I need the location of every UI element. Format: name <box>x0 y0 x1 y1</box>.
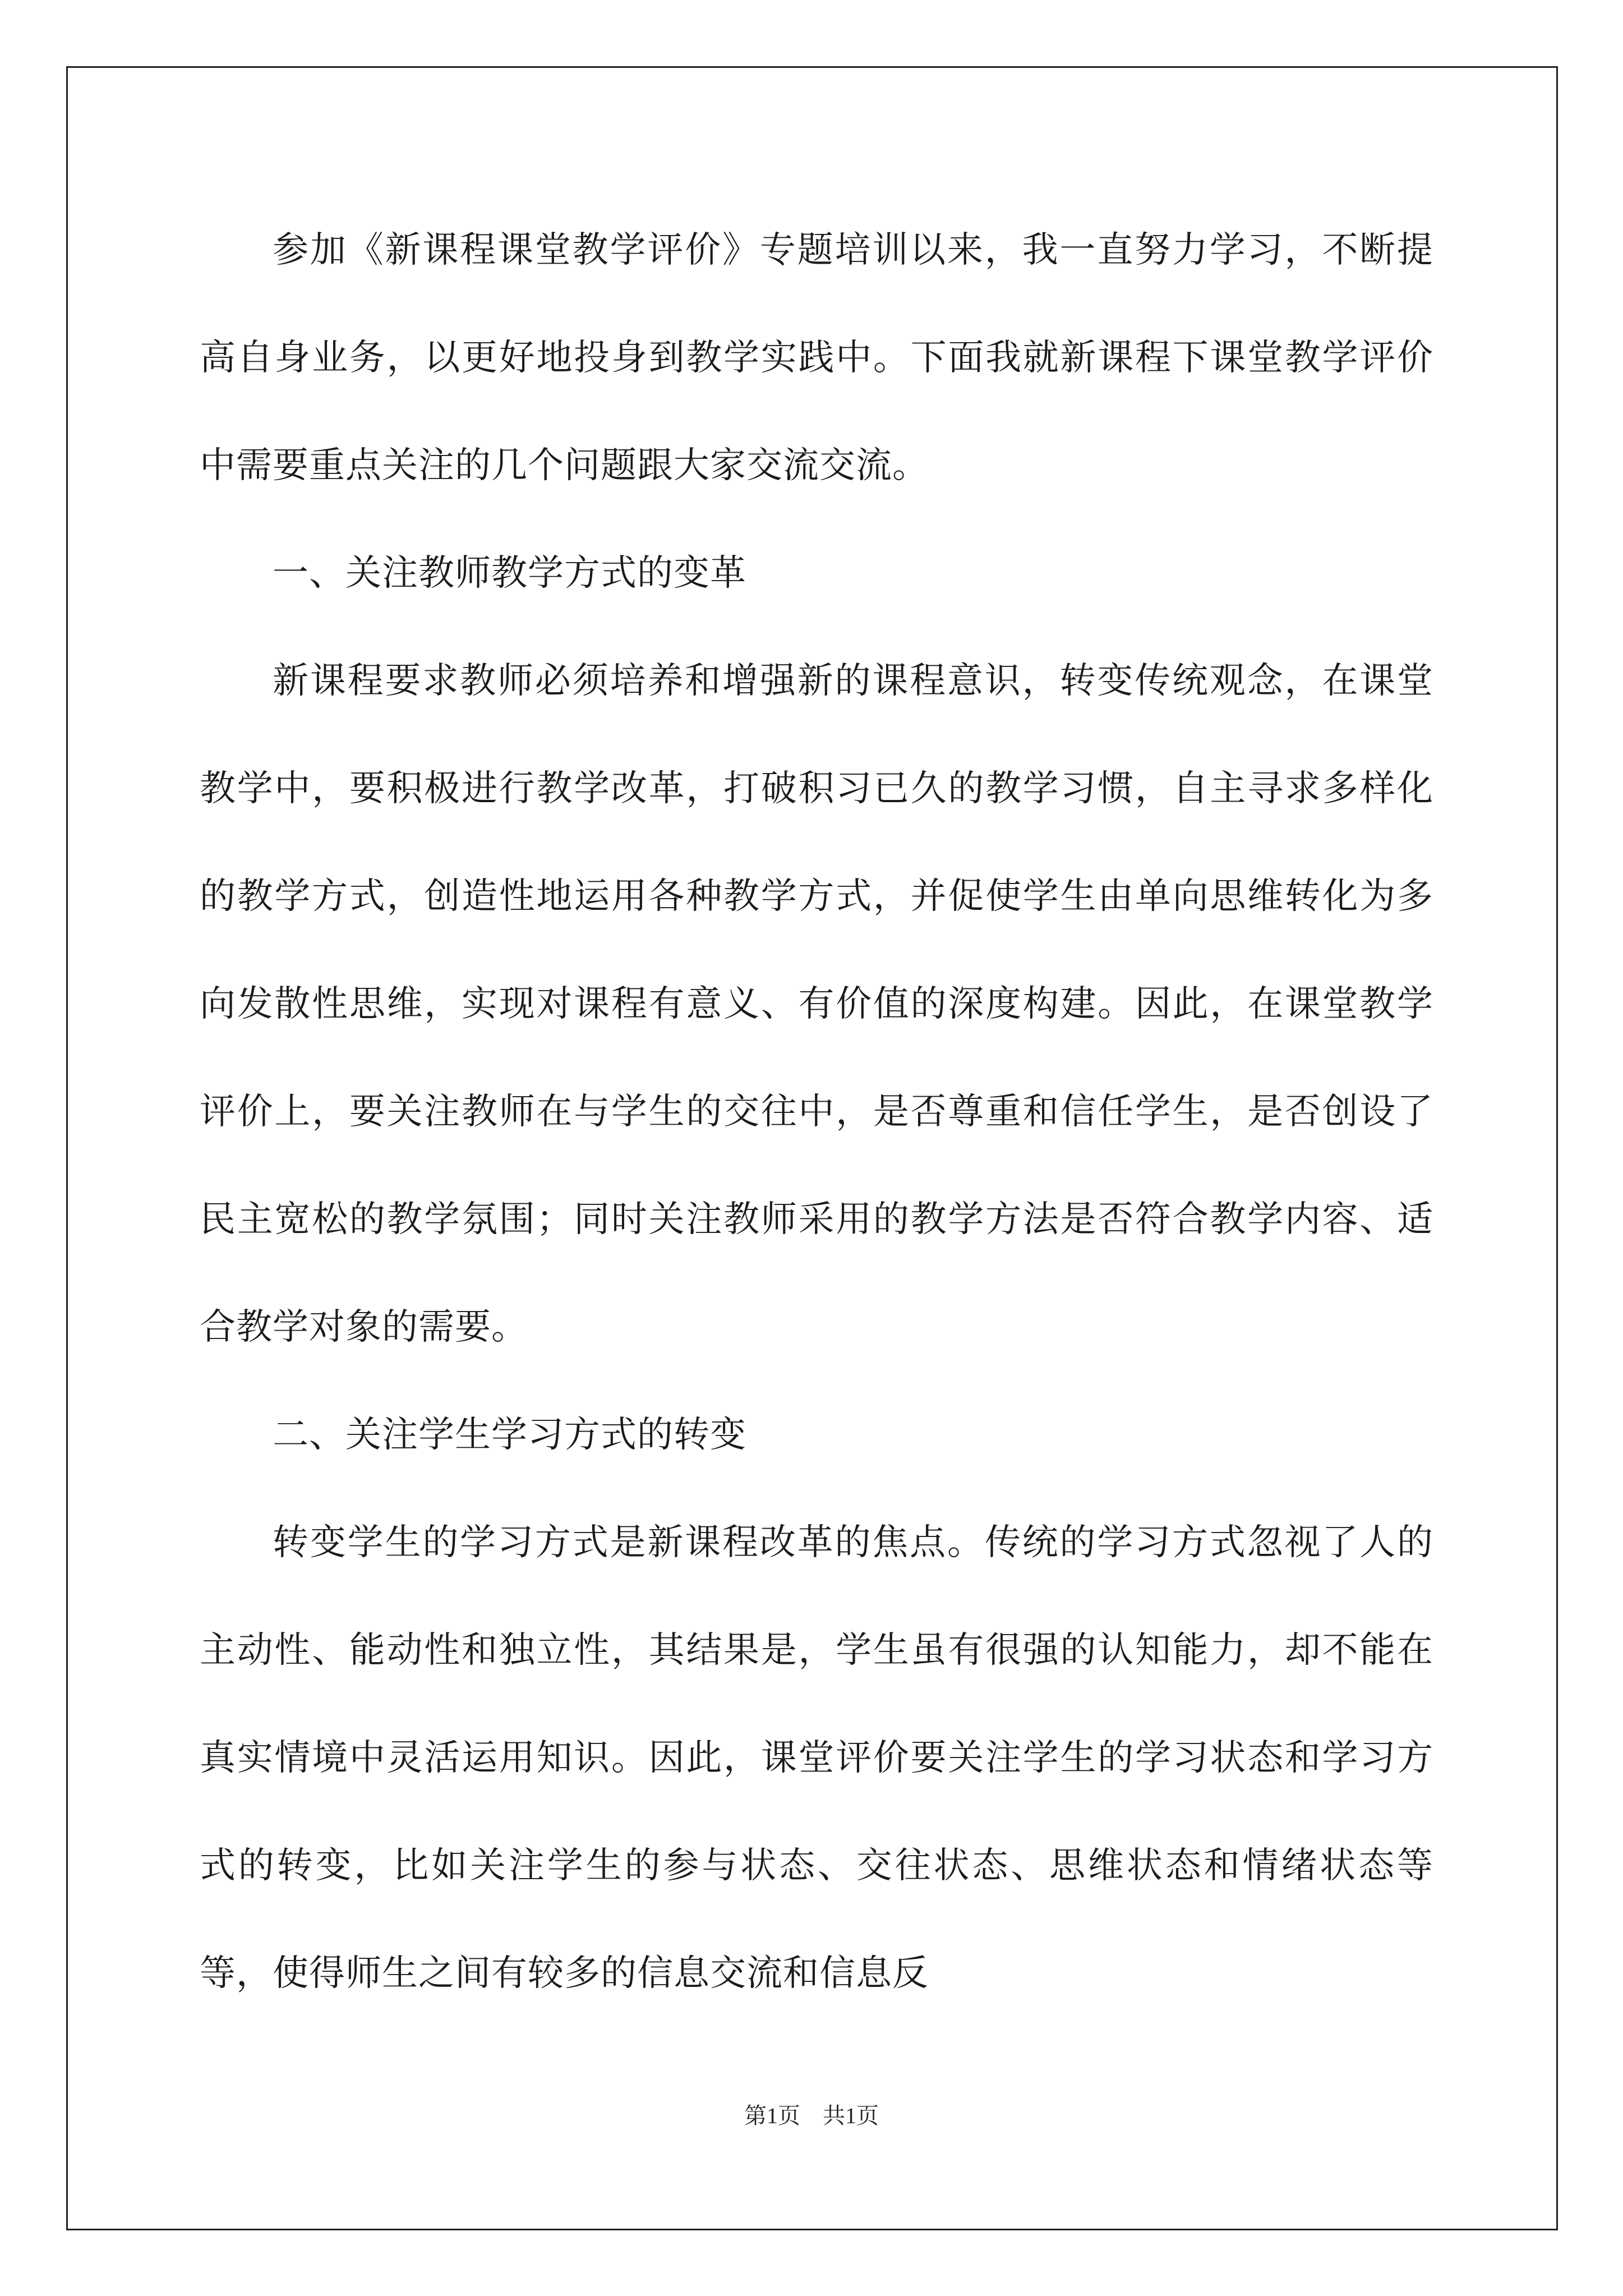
section-heading-1: 一、关注教师教学方式的变革 <box>273 553 746 594</box>
paragraph-section-1: 新课程要求教师必须培养和增强新的课程意识，转变传统观念，在课堂教学中，要积极进行教学改革，打破积习已久的教学习惯，自主寻求多样化的教学方式，创造性地运用各种教学方式，并促使学生由单向思维转化为多向发散性思维，实现对课程有意义、有价值的深度构建。因此，在课堂教学评价上，要关注教师在与学生的交往中，是否尊重和信任学生，是否创设了民主宽松的教学氛围；同时关注教师采用的教学方法是否符合教学内容、适合教学对象的需要。 <box>200 660 1433 1348</box>
document-body <box>200 196 1433 2027</box>
section-heading-2: 二、关注学生学习方式的转变 <box>273 1414 746 1456</box>
paragraph-section-2: 转变学生的学习方式是新课程改革的焦点。传统的学习方式忽视了人的主动性、能动性和独立性，其结果是，学生虽有很强的认知能力，却不能在真实情境中灵活运用知识。因此，课堂评价要关注学生的学习状态和学习方式的转变，比如关注学生的参与状态、交往状态、思维状态和情绪状态等等，使得师生之间有较多的信息交流和信息反 <box>200 1522 1433 1994</box>
paragraph-intro: 参加《新课程课堂教学评价》专题培训以来，我一直努力学习，不断提高自身业务，以更好地投身到教学实践中。下面我就新课程下课堂教学评价中需要重点关注的几个问题跟大家交流交流。 <box>200 229 1433 486</box>
page-footer: 第1页 共1页 <box>744 2103 879 2128</box>
